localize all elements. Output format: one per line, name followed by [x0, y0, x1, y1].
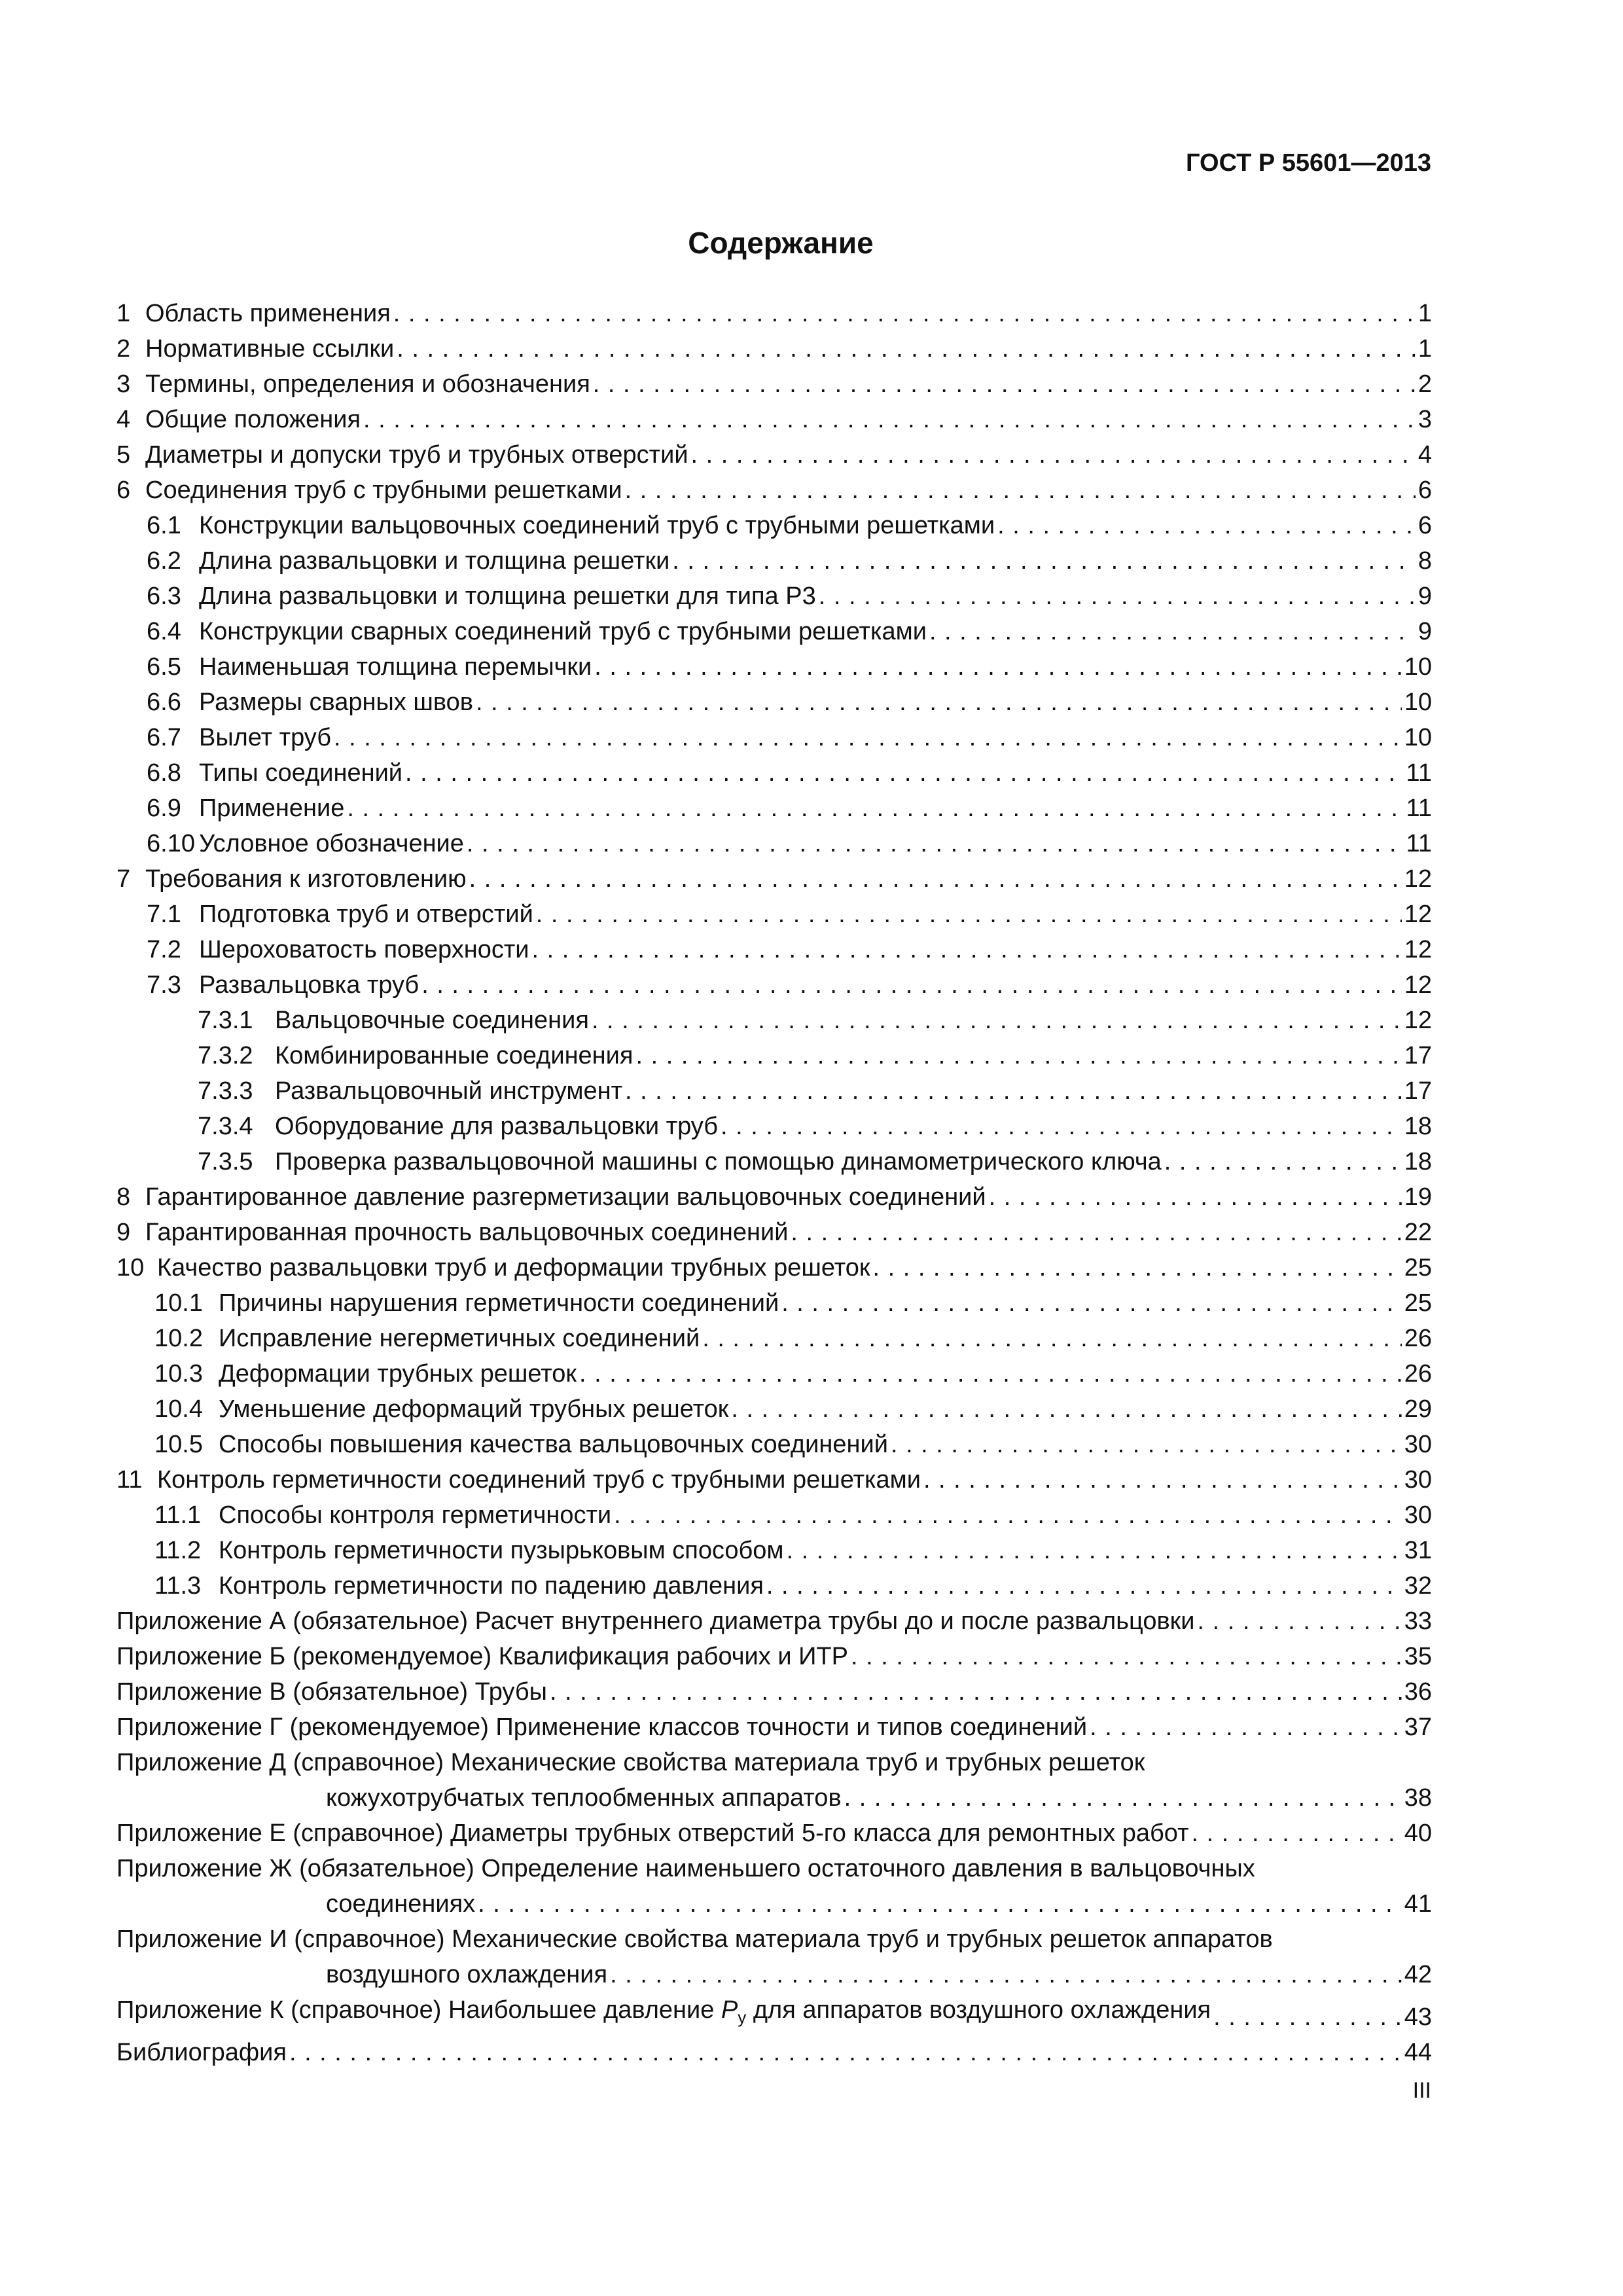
toc-entry-label: Нормативные ссылки [145, 335, 395, 363]
toc-entry[interactable] [116, 1285, 1432, 1321]
dot-leader [550, 1674, 1402, 1710]
toc-entry[interactable] [116, 897, 1432, 932]
toc-entry-page: 8 [1418, 547, 1432, 575]
toc-entry-page: 11 [1406, 759, 1432, 787]
toc-entry-page: 1 [1418, 335, 1432, 363]
toc-entry[interactable] [116, 367, 1432, 402]
toc-appendix-label: Приложение В (обязательное) Трубы [116, 1678, 547, 1706]
toc-entry[interactable] [116, 720, 1432, 755]
dot-leader [1213, 2000, 1402, 2035]
toc-appendix-page: 38 [1404, 1784, 1432, 1812]
dot-leader [397, 331, 1416, 367]
toc-entry-number: 11.2 [154, 1537, 202, 1564]
toc-appendix-label-continued: кожухотрубчатых теплообменных аппаратов [326, 1784, 842, 1812]
toc-entry-label: Деформации трубных решеток [219, 1360, 577, 1388]
toc-appendix-continuation[interactable] [116, 1886, 1432, 1922]
toc-entry[interactable] [116, 1215, 1432, 1250]
toc-appendix-label-continued: воздушного охлаждения [326, 1961, 608, 1988]
dot-leader [787, 1533, 1402, 1568]
page-number: III [1412, 2078, 1431, 2103]
toc-appendix-label: Приложение А (обязательное) Расчет внутреннего диаметра трубы до и после развальцовки [116, 1607, 1195, 1635]
toc-appendix-page: 37 [1404, 1713, 1432, 1741]
dot-leader [610, 1957, 1402, 1992]
toc-entry[interactable] [116, 1427, 1432, 1462]
toc-appendix-entry[interactable] [116, 1639, 1432, 1674]
toc-entry-number: 10 [116, 1254, 145, 1282]
toc-entry-label: Контроль герметичности соединений труб с трубными решетками [157, 1466, 921, 1494]
toc-entry-page: 12 [1404, 971, 1432, 999]
toc-entry-label: Проверка развальцовочной машины с помощью динамометрического ключа [275, 1148, 1162, 1175]
toc-appendix-label: Приложение Б (рекомендуемое) Квалификация рабочих и ИТР [116, 1643, 848, 1670]
toc-entry[interactable] [116, 1356, 1432, 1391]
toc-entry-page: 18 [1404, 1113, 1432, 1140]
toc-entry-label: Термины, определения и обозначения [145, 370, 590, 398]
toc-entry-page: 17 [1404, 1042, 1432, 1069]
dot-leader [791, 1215, 1401, 1250]
toc-entry[interactable] [116, 473, 1432, 508]
toc-entry-page: 10 [1404, 689, 1432, 716]
toc-entry-page: 4 [1418, 441, 1432, 469]
toc-entry-page: 18 [1404, 1148, 1432, 1175]
toc-entry-label: Вальцовочные соединения [275, 1007, 589, 1034]
toc-entry-label: Типы соединений [199, 759, 403, 787]
toc-entry[interactable] [116, 791, 1432, 826]
toc-entry-number: 7 [116, 865, 131, 893]
toc-appendix-entry[interactable] [116, 1674, 1432, 1710]
document-code: ГОСТ Р 55601—2013 [1186, 149, 1431, 177]
toc-appendix-page: 42 [1404, 1961, 1432, 1988]
toc-entry-label: Конструкции сварных соединений труб с трубными решетками [199, 618, 927, 645]
toc-entry-number: 3 [116, 370, 131, 398]
toc-appendix-entry[interactable] [116, 1604, 1432, 1639]
dot-leader [478, 1886, 1402, 1922]
toc-entry[interactable] [116, 1250, 1432, 1285]
dot-leader [766, 1568, 1402, 1604]
dot-leader [1192, 1816, 1402, 1851]
toc-entry[interactable] [116, 579, 1432, 614]
toc-entry-label: Оборудование для развальцовки труб [275, 1113, 718, 1140]
dot-leader [1090, 1710, 1402, 1745]
toc-entry-number: 10.2 [154, 1325, 203, 1352]
toc-entry[interactable] [116, 1321, 1432, 1356]
dot-leader [851, 1639, 1402, 1674]
dot-leader [469, 861, 1402, 897]
toc-entry-page: 25 [1404, 1289, 1432, 1317]
toc-entry-number: 10.1 [154, 1289, 203, 1317]
toc-entry-number: 7.2 [147, 936, 181, 963]
toc-entry-number: 10.3 [154, 1360, 203, 1388]
dot-leader [405, 755, 1404, 791]
toc-entry-number: 7.3.1 [198, 1007, 253, 1034]
dot-leader [731, 1391, 1401, 1427]
toc-appendix-label: Приложение Г (рекомендуемое) Применение классов точности и типов соединений [116, 1713, 1088, 1741]
dot-leader [579, 1356, 1402, 1391]
toc-bibliography-label: Библиография [116, 2039, 287, 2066]
toc-entry-number: 11.3 [154, 1572, 202, 1600]
toc-entry-page: 12 [1404, 865, 1432, 893]
dot-leader [989, 1179, 1402, 1215]
toc-entry[interactable] [116, 331, 1432, 367]
toc-entry-label: Способы повышения качества вальцовочных соединений [219, 1431, 888, 1458]
toc-entry[interactable] [116, 861, 1432, 897]
toc-entry-number: 11.1 [154, 1501, 202, 1529]
toc-entry-number: 6.3 [147, 583, 181, 610]
toc-entry[interactable] [116, 1073, 1432, 1109]
toc-entry-label: Развальцовочный инструмент [275, 1077, 623, 1105]
toc-entry[interactable] [116, 614, 1432, 649]
toc-entry-number: 7.1 [147, 901, 181, 928]
toc-appendix-label: Приложение Д (справочное) Механические свойства материала труб и трубных решеток [116, 1749, 1145, 1776]
dot-leader [721, 1109, 1402, 1144]
toc-entry-label: Исправление негерметичных соединений [219, 1325, 700, 1352]
dot-leader [592, 1003, 1402, 1038]
toc-entry-label: Размеры сварных швов [199, 689, 473, 716]
dot-leader [467, 826, 1404, 861]
toc-entry[interactable] [116, 437, 1432, 473]
toc-entry[interactable] [116, 508, 1432, 543]
toc-entry-number: 6.9 [147, 795, 181, 822]
toc-entry-number: 4 [116, 406, 131, 433]
toc-entry-page: 26 [1404, 1360, 1432, 1388]
dot-leader [363, 402, 1416, 437]
toc-entry-page: 30 [1404, 1431, 1432, 1458]
toc-entry-page: 17 [1404, 1077, 1432, 1105]
toc-entry-number: 10.5 [154, 1431, 203, 1458]
dot-leader [819, 579, 1416, 614]
dot-leader [672, 543, 1416, 579]
dot-leader [625, 1073, 1402, 1109]
toc-entry[interactable] [116, 1568, 1432, 1604]
toc-entry-number: 7.3 [147, 971, 181, 999]
dot-leader [844, 1780, 1402, 1816]
toc-entry-page: 19 [1404, 1183, 1432, 1211]
toc-entry[interactable] [116, 1144, 1432, 1179]
toc-entry-label: Требования к изготовлению [145, 865, 467, 893]
toc-appendix-label: Приложение К (справочное) Наибольшее давление $P_у$ для аппаратов воздушного охлаждения [116, 1996, 1211, 2027]
dot-leader [781, 1285, 1402, 1321]
toc-entry-page: 12 [1404, 936, 1432, 963]
dot-leader [691, 437, 1416, 473]
dot-leader [476, 685, 1402, 720]
toc-entry-number: 6 [116, 476, 131, 504]
dot-leader [635, 1038, 1401, 1073]
toc-entry[interactable] [116, 296, 1432, 331]
toc-appendix-page: 35 [1404, 1643, 1432, 1670]
toc-entry-page: 10 [1404, 653, 1432, 681]
toc-entry-label: Комбинированные соединения [275, 1042, 633, 1069]
toc-appendix-page: 36 [1404, 1678, 1432, 1706]
toc-entry-page: 31 [1404, 1537, 1432, 1564]
toc-entry-label: Качество развальцовки труб и деформации трубных решеток [157, 1254, 870, 1282]
toc-appendix-entry[interactable] [116, 1710, 1432, 1745]
toc-entry[interactable] [116, 967, 1432, 1003]
dot-leader [891, 1427, 1402, 1462]
toc-entry-label: Соединения труб с трубными решетками [145, 476, 622, 504]
toc-entry-page: 32 [1404, 1572, 1432, 1600]
toc-entry-page: 1 [1418, 300, 1432, 327]
toc-entry-label: Контроль герметичности пузырьковым способом [219, 1537, 784, 1564]
toc-appendix-page: 43 [1404, 2003, 1432, 2031]
toc-entry-label: Вылет труб [199, 724, 331, 751]
toc-entry-label: Диаметры и допуски труб и трубных отверстий [145, 441, 688, 469]
toc-entry-label: Подготовка труб и отверстий [199, 901, 533, 928]
toc-entry-page: 2 [1418, 370, 1432, 398]
toc-entry-label: Уменьшение деформаций трубных решеток [219, 1395, 729, 1423]
toc-entry-number: 7.3.2 [198, 1042, 253, 1069]
toc-entry-number: 7.3.4 [198, 1113, 253, 1140]
dot-leader [347, 791, 1403, 826]
toc-entry[interactable] [116, 402, 1432, 437]
dot-leader [625, 473, 1416, 508]
toc-entry-label: Длина развальцовки и толщина решетки [199, 547, 670, 575]
toc-entry-number: 6.7 [147, 724, 181, 751]
toc-entry-label: Область применения [145, 300, 391, 327]
toc-entry[interactable] [116, 1003, 1432, 1038]
toc-entry-page: 11 [1406, 795, 1432, 822]
dot-leader [1164, 1144, 1402, 1179]
toc-entry[interactable] [116, 543, 1432, 579]
toc-entry-label: Длина развальцовки и толщина решетки для типа Р3 [199, 583, 816, 610]
toc-entry-label: Общие положения [145, 406, 361, 433]
toc-appendix-continuation[interactable] [116, 1780, 1432, 1816]
toc-entry-page: 29 [1404, 1395, 1432, 1423]
toc-entry-label: Причины нарушения герметичности соединений [219, 1289, 779, 1317]
dot-leader [872, 1250, 1401, 1285]
toc-entry-label: Гарантированная прочность вальцовочных соединений [145, 1219, 789, 1246]
dot-leader [614, 1498, 1402, 1533]
toc-entry-page: 12 [1404, 1007, 1432, 1034]
dot-leader [923, 1462, 1402, 1498]
dot-leader [1198, 1604, 1402, 1639]
toc-entry-number: 7.3.3 [198, 1077, 253, 1105]
dot-leader [393, 296, 1416, 331]
toc-entry[interactable] [116, 1533, 1432, 1568]
table-of-contents [116, 296, 1432, 2070]
toc-entry-label: Контроль герметичности по падению давления [219, 1572, 764, 1600]
toc-entry[interactable] [116, 685, 1432, 720]
toc-appendix-label-continued: соединениях [326, 1890, 476, 1918]
toc-entry-page: 3 [1418, 406, 1432, 433]
toc-entry-page: 9 [1418, 618, 1432, 645]
toc-entry-number: 6.6 [147, 689, 181, 716]
dot-leader [702, 1321, 1402, 1356]
toc-entry-page: 11 [1406, 830, 1432, 857]
toc-entry[interactable] [116, 826, 1432, 861]
dot-leader [594, 649, 1401, 685]
toc-appendix-label: Приложение Ж (обязательное) Определение наименьшего остаточного давления в вальцовочных [116, 1855, 1255, 1882]
toc-appendix-label: Приложение Е (справочное) Диаметры трубных отверстий 5-го класса для ремонтных работ [116, 1820, 1189, 1847]
toc-entry-page: 10 [1404, 724, 1432, 751]
toc-entry[interactable] [116, 1391, 1432, 1427]
toc-entry-number: 2 [116, 335, 131, 363]
toc-entry-label: Конструкции вальцовочных соединений труб с трубными решетками [199, 512, 995, 539]
toc-entry-number: 1 [116, 300, 131, 327]
toc-entry-number: 11 [116, 1466, 143, 1494]
toc-entry-page: 12 [1404, 901, 1432, 928]
page-title: Содержание [688, 226, 874, 260]
toc-entry-page: 25 [1404, 1254, 1432, 1282]
toc-entry-number: 6.1 [147, 512, 181, 539]
toc-appendix-page: 40 [1404, 1820, 1432, 1847]
toc-bibliography-page: 44 [1404, 2039, 1432, 2066]
toc-appendix-entry[interactable] [116, 1992, 1432, 2035]
toc-bibliography-entry[interactable] [116, 2035, 1432, 2070]
toc-entry-page: 26 [1404, 1325, 1432, 1352]
dot-leader [532, 932, 1402, 967]
toc-entry-label: Наименьшая толщина перемычки [199, 653, 592, 681]
toc-appendix-label: Приложение И (справочное) Механические свойства материала труб и трубных решеток аппаратов [116, 1926, 1273, 1953]
toc-entry-number: 6.5 [147, 653, 181, 681]
toc-entry-number: 10.4 [154, 1395, 203, 1423]
toc-entry-number: 5 [116, 441, 131, 469]
toc-entry-number: 8 [116, 1183, 131, 1211]
dot-leader [289, 2035, 1402, 2070]
toc-entry-page: 6 [1418, 512, 1432, 539]
toc-entry-number: 9 [116, 1219, 131, 1246]
toc-entry[interactable] [116, 1179, 1432, 1215]
dot-leader [421, 967, 1402, 1003]
toc-appendix-entry[interactable] [116, 1816, 1432, 1851]
toc-entry-page: 22 [1404, 1219, 1432, 1246]
toc-appendix-entry[interactable] [116, 1922, 1432, 1957]
toc-entry-label: Шероховатость поверхности [199, 936, 529, 963]
toc-entry-page: 30 [1404, 1466, 1432, 1494]
toc-entry-label: Гарантированное давление разгерметизации вальцовочных соединений [145, 1183, 986, 1211]
pressure-symbol: P [721, 1996, 738, 2024]
toc-entry[interactable] [116, 1498, 1432, 1533]
toc-entry-label: Условное обозначение [199, 830, 464, 857]
dot-leader [929, 614, 1416, 649]
toc-appendix-continuation[interactable] [116, 1957, 1432, 1992]
toc-entry-page: 9 [1418, 583, 1432, 610]
toc-entry[interactable] [116, 1038, 1432, 1073]
toc-entry[interactable] [116, 1109, 1432, 1144]
toc-appendix-entry[interactable] [116, 1851, 1432, 1886]
toc-entry-number: 6.8 [147, 759, 181, 787]
dot-leader [536, 897, 1402, 932]
toc-entry[interactable] [116, 932, 1432, 967]
toc-entry[interactable] [116, 1462, 1432, 1498]
dot-leader [997, 508, 1416, 543]
toc-appendix-page: 41 [1404, 1890, 1432, 1918]
toc-appendix-page: 33 [1404, 1607, 1432, 1635]
toc-entry-number: 6.4 [147, 618, 181, 645]
toc-entry-page: 30 [1404, 1501, 1432, 1529]
toc-entry-label: Применение [199, 795, 345, 822]
toc-appendix-entry[interactable] [116, 1745, 1432, 1780]
toc-entry-label: Развальцовка труб [199, 971, 419, 999]
toc-entry-label: Способы контроля герметичности [219, 1501, 612, 1529]
toc-entry-number: 7.3.5 [198, 1148, 253, 1175]
toc-entry-number: 6.2 [147, 547, 181, 575]
dot-leader [334, 720, 1402, 755]
dot-leader [593, 367, 1416, 402]
toc-entry[interactable] [116, 649, 1432, 685]
toc-entry[interactable] [116, 755, 1432, 791]
toc-entry-page: 6 [1418, 476, 1432, 504]
pressure-symbol-subscript: у [738, 2007, 747, 2027]
toc-entry-number: 6.10 [147, 830, 195, 857]
